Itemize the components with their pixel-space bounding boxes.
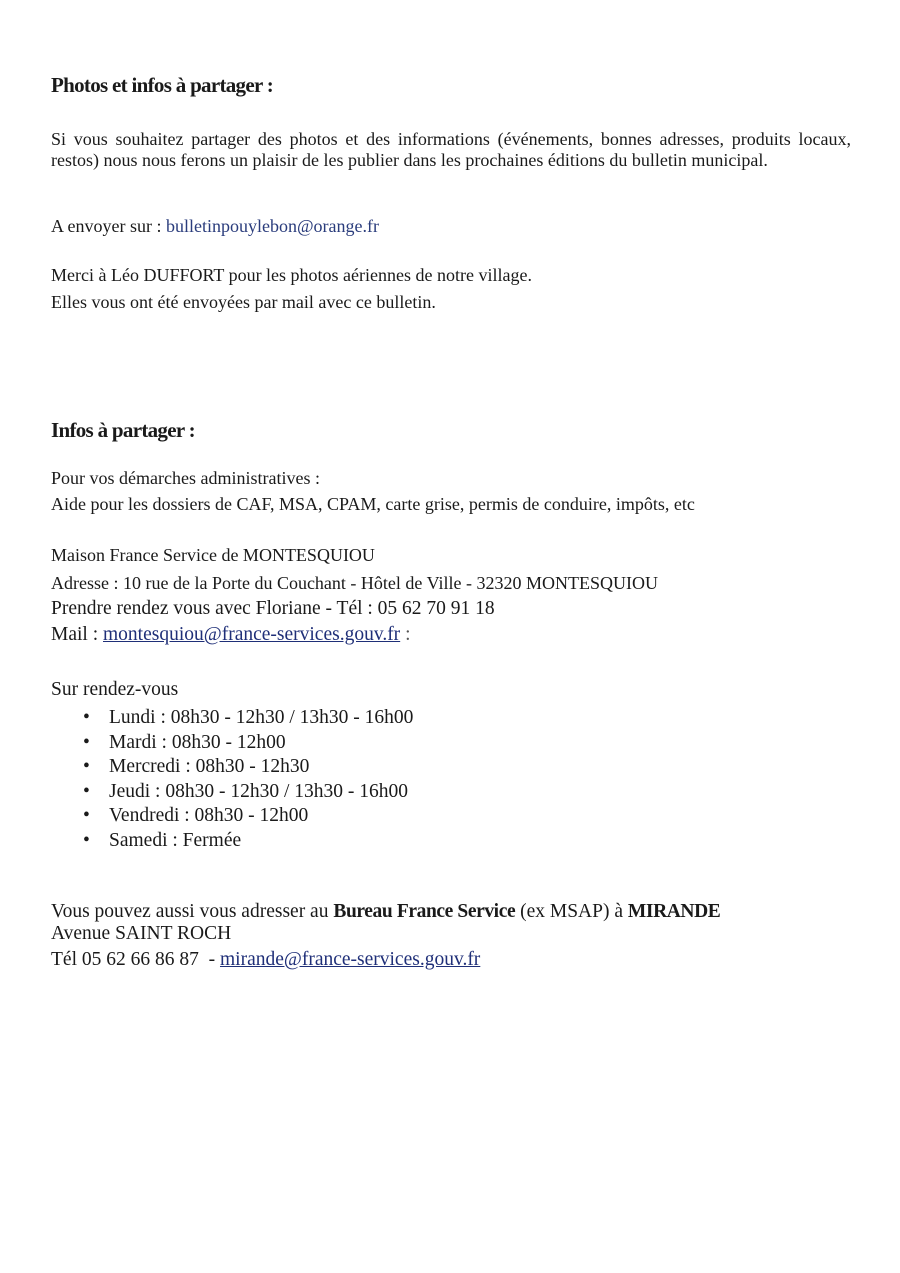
bullet-icon: • bbox=[83, 756, 90, 777]
bureau-name: Bureau France Service bbox=[333, 901, 516, 922]
bullet-icon: • bbox=[83, 805, 90, 826]
list-item: • Jeudi : 08h30 - 12h30 / 13h30 - 16h00 bbox=[83, 780, 413, 805]
tel-line bbox=[51, 948, 480, 972]
intro-paragraph: Si vous souhaitez partager des photos et des informations (événements, bonnes adresses, produits locaux, restos) nous nous ferons un plaisir de les publier dans les prochaines éditions du bulletin municipal. bbox=[51, 129, 851, 170]
rendez-vous-line: Prendre rendez vous avec Floriane - Tél : 05 62 70 91 18 bbox=[51, 598, 495, 619]
avenue-line: Avenue SAINT ROCH bbox=[51, 923, 232, 944]
bureau-city: MIRANDE bbox=[627, 901, 721, 922]
list-item: • Samedi : Fermée bbox=[83, 829, 413, 854]
mirande-email-link[interactable]: mirande@france-services.gouv.fr bbox=[219, 949, 481, 970]
bullet-icon: • bbox=[83, 780, 90, 802]
adresse-line: Adresse : 10 rue de la Porte du Couchant - Hôtel de Ville - 32320 MONTESQUIOU bbox=[51, 573, 658, 593]
section-heading-photos: Photos et infos à partager : bbox=[51, 73, 274, 97]
bulletin-email-link[interactable]: bulletinpouylebon@orange.fr bbox=[165, 216, 380, 236]
bureau-line bbox=[51, 900, 720, 924]
section-heading-infos: Infos à partager : bbox=[51, 418, 195, 442]
montesquiou-email-link[interactable]: montesquiou@france-services.gouv.fr bbox=[103, 624, 401, 645]
send-label: A envoyer sur : bbox=[51, 216, 166, 236]
maison-line: Maison France Service de MONTESQUIOU bbox=[51, 545, 375, 565]
thanks-line-2: Elles vous ont été envoyées par mail avec ce bulletin. bbox=[51, 292, 436, 312]
mail-line bbox=[51, 623, 410, 647]
bullet-icon: • bbox=[83, 707, 90, 728]
tel-prefix: Tél 05 62 66 86 87 - bbox=[51, 949, 220, 970]
opening-hours-list bbox=[83, 706, 413, 853]
mail-suffix: : bbox=[400, 624, 411, 645]
bullet-icon: • bbox=[83, 829, 90, 851]
bureau-prefix: Vous pouvez aussi vous adresser au bbox=[51, 901, 334, 922]
bullet-icon: • bbox=[83, 731, 90, 753]
list-item: • Mardi : 08h30 - 12h00 bbox=[83, 731, 413, 756]
demarches-line: Pour vos démarches administratives : bbox=[51, 468, 320, 488]
bureau-middle: (ex MSAP) à bbox=[515, 901, 628, 922]
aide-line: Aide pour les dossiers de CAF, MSA, CPAM, carte grise, permis de conduire, impôts, etc bbox=[51, 494, 695, 514]
mail-label: Mail : bbox=[51, 624, 103, 645]
thanks-line-1: Merci à Léo DUFFORT pour les photos aériennes de notre village. bbox=[51, 265, 532, 285]
list-item: • Lundi : 08h30 - 12h30 / 13h30 - 16h00 bbox=[83, 706, 413, 731]
sur-rendez-vous-label: Sur rendez-vous bbox=[51, 679, 179, 700]
list-item: • Mercredi : 08h30 - 12h30 bbox=[83, 755, 413, 780]
send-line bbox=[51, 216, 379, 237]
list-item: • Vendredi : 08h30 - 12h00 bbox=[83, 804, 413, 829]
